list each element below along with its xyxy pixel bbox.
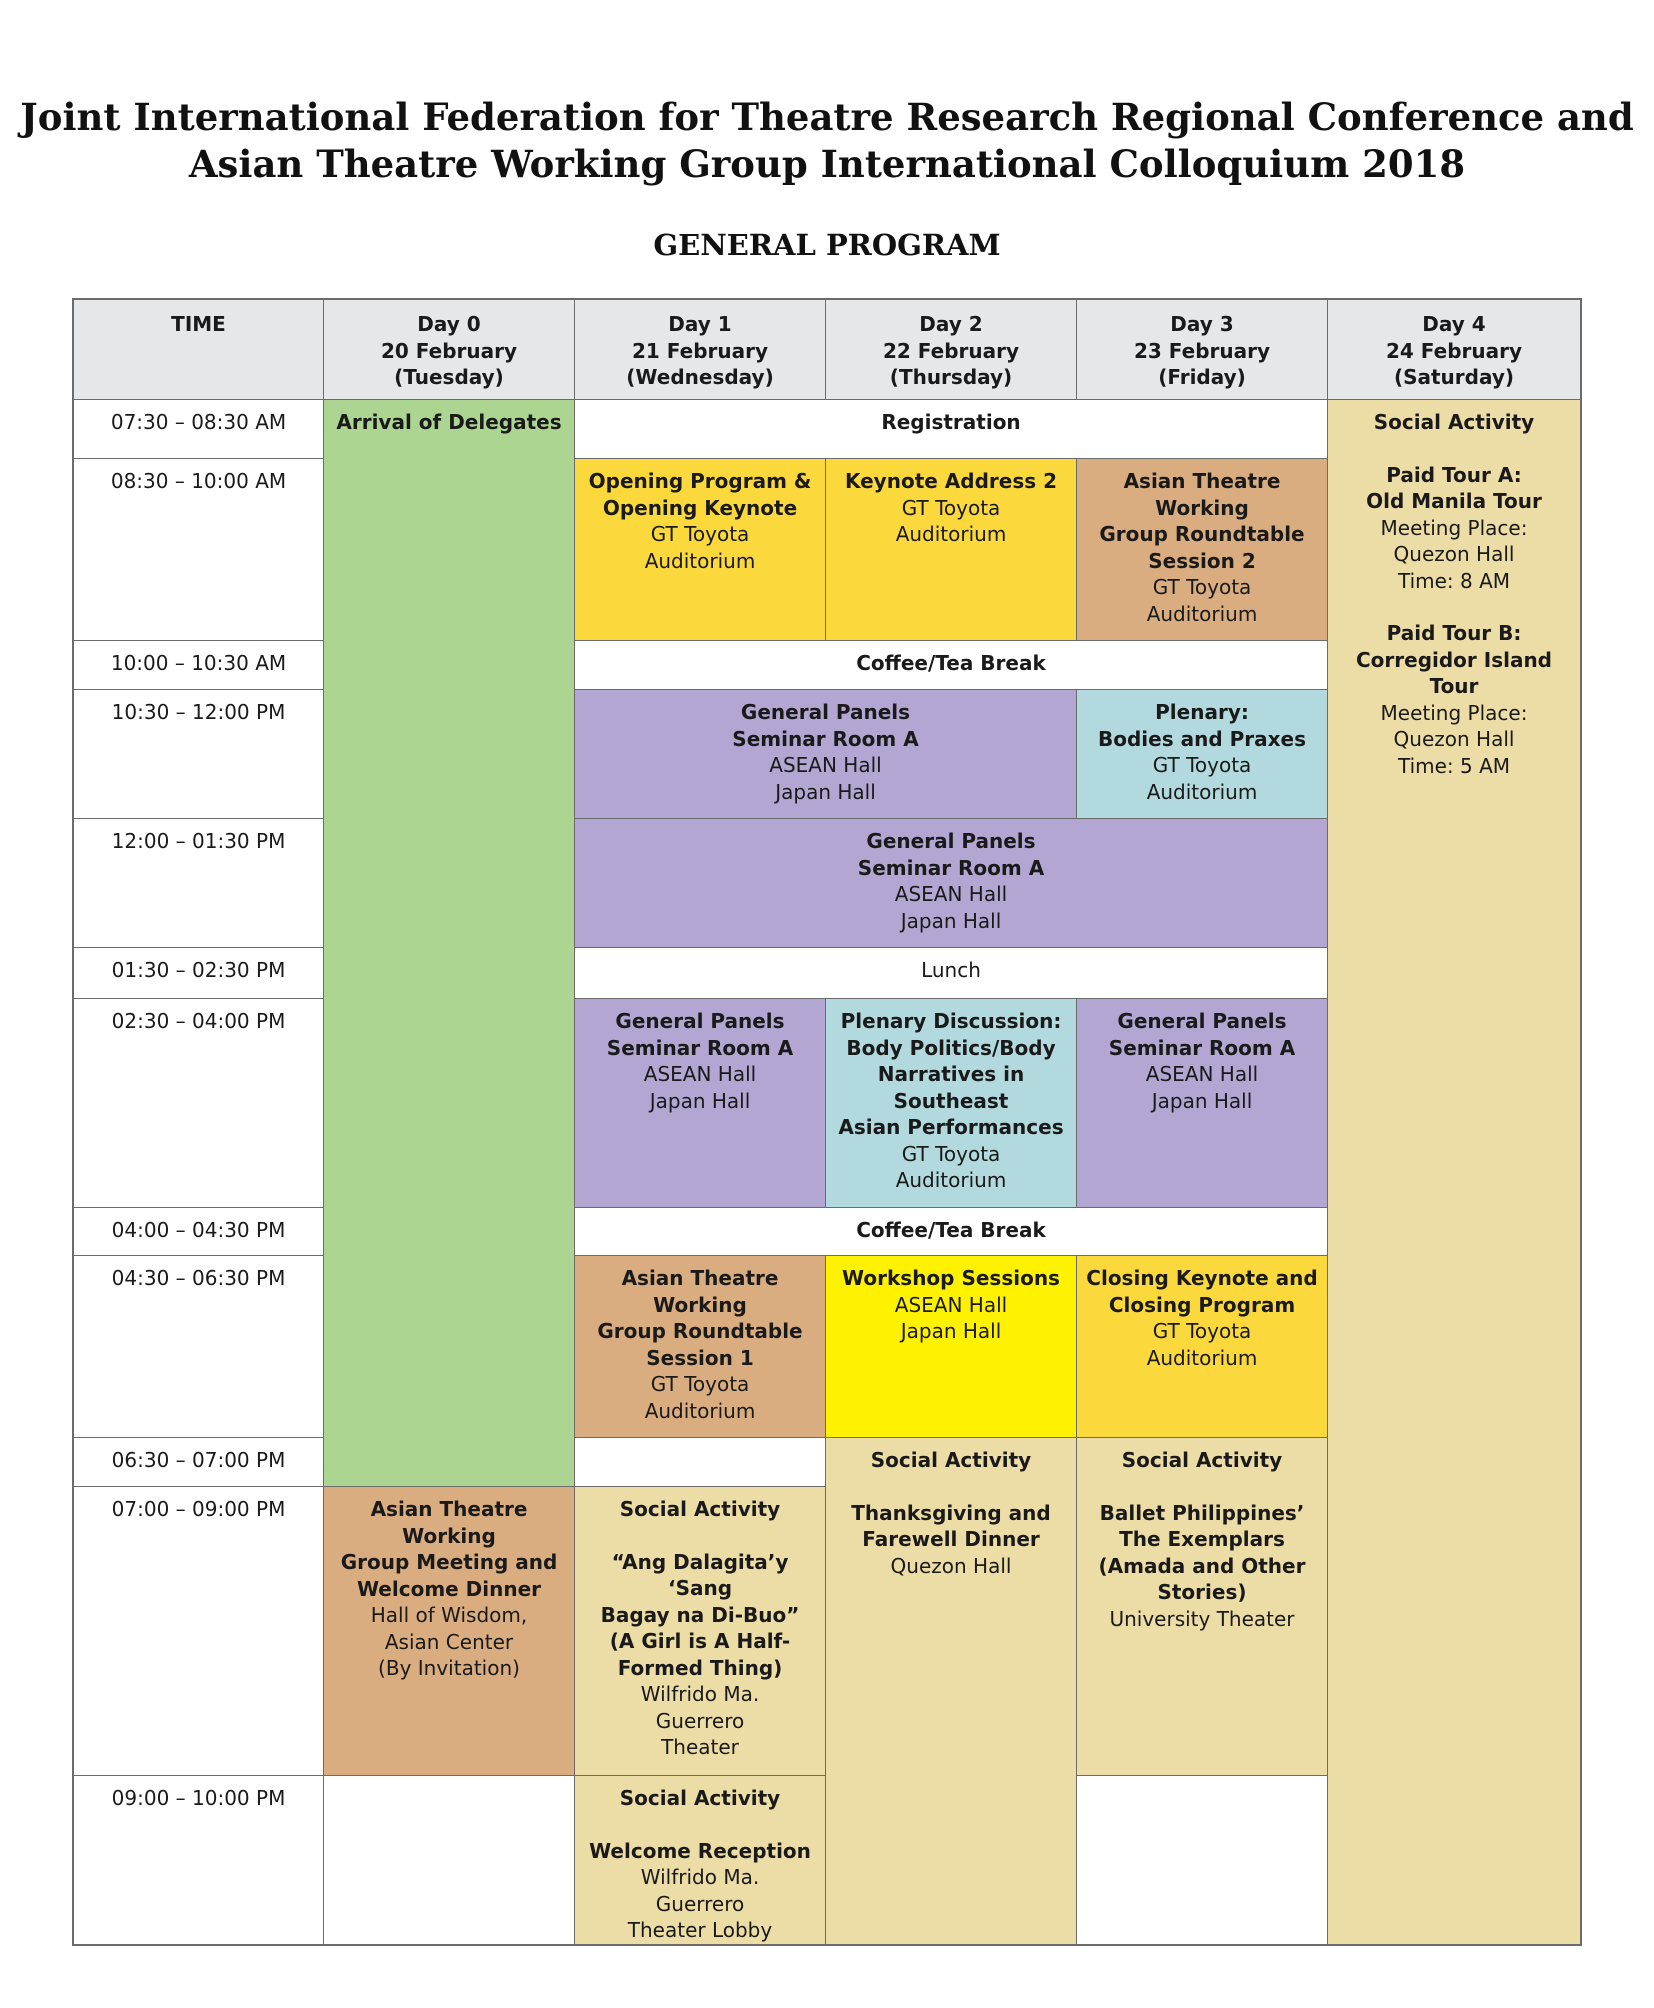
header-time: TIME (74, 300, 324, 400)
event-registration: Registration (575, 400, 1328, 459)
event-general-panels: General Panels Seminar Room A ASEAN Hall Japan Hall (575, 999, 826, 1208)
header-day-4: Day 4 24 February (Saturday) (1328, 300, 1580, 400)
time-slot: 04:30 – 06:30 PM (74, 1256, 324, 1438)
event-ballet-performance: Social Activity Ballet Philippines’ The Exemplars (Amada and Other Stories) University Theater (1077, 1438, 1328, 1776)
event-lunch: Lunch (575, 948, 1328, 999)
title-line-2: Asian Theatre Working Group International Colloquium 2018 (188, 142, 1466, 186)
time-slot: 09:00 – 10:00 PM (74, 1776, 324, 1944)
time-slot: 10:30 – 12:00 PM (74, 690, 324, 819)
event-keynote-address-2: Keynote Address 2 GT Toyota Auditorium (826, 459, 1077, 641)
time-slot: 10:00 – 10:30 AM (74, 641, 324, 690)
time-slot: 08:30 – 10:00 AM (74, 459, 324, 641)
time-slot: 07:30 – 08:30 AM (74, 400, 324, 459)
event-roundtable-session-2: Asian Theatre Working Group Roundtable Session 2 GT Toyota Auditorium (1077, 459, 1328, 641)
empty-cell (1077, 1776, 1328, 1944)
event-welcome-reception: Social Activity Welcome Reception Wilfrido Ma. Guerrero Theater Lobby (575, 1776, 826, 1944)
schedule-table (72, 298, 1582, 1946)
event-arrival-of-delegates: Arrival of Delegates (324, 400, 575, 1487)
header-day-0: Day 0 20 February (Tuesday) (324, 300, 575, 400)
document-title (0, 94, 1654, 188)
time-slot: 12:00 – 01:30 PM (74, 819, 324, 948)
event-plenary-bodies-praxes: Plenary: Bodies and Praxes GT Toyota Auditorium (1077, 690, 1328, 819)
event-coffee-break: Coffee/Tea Break (575, 641, 1328, 690)
header-day-2: Day 2 22 February (Thursday) (826, 300, 1077, 400)
event-social-activity-tours: Social Activity Paid Tour A: Old Manila Tour Meeting Place: Quezon Hall Time: 8 AM Paid Tour B: Corregidor Island Tour Meeting Place: Quezon Hall Time: 5 AM (1328, 400, 1580, 1944)
header-day-1: Day 1 21 February (Wednesday) (575, 300, 826, 400)
event-general-panels: General Panels Seminar Room A ASEAN Hall Japan Hall (575, 690, 1077, 819)
event-plenary-discussion: Plenary Discussion: Body Politics/Body Narratives in Southeast Asian Performances GT Toyota Auditorium (826, 999, 1077, 1208)
time-slot: 04:00 – 04:30 PM (74, 1208, 324, 1256)
title-line-1: Joint International Federation for Theatre Research Regional Conference and (20, 95, 1634, 139)
event-roundtable-session-1: Asian Theatre Working Group Roundtable Session 1 GT Toyota Auditorium (575, 1256, 826, 1438)
event-general-panels: General Panels Seminar Room A ASEAN Hall Japan Hall (575, 819, 1328, 948)
time-slot: 07:00 – 09:00 PM (74, 1487, 324, 1776)
event-workshop-sessions: Workshop Sessions ASEAN Hall Japan Hall (826, 1256, 1077, 1438)
program-heading: GENERAL PROGRAM (653, 228, 1001, 262)
event-welcome-dinner: Asian Theatre Working Group Meeting and Welcome Dinner Hall of Wisdom, Asian Center (By Invitation) (324, 1487, 575, 1776)
event-social-activity-play: Social Activity “Ang Dalagita’y ‘Sang Bagay na Di-Buo” (A Girl is A Half- Formed Thing) Wilfrido Ma. Guerrero Theater (575, 1487, 826, 1776)
event-farewell-dinner: Social Activity Thanksgiving and Farewell Dinner Quezon Hall (826, 1438, 1077, 1944)
time-slot: 06:30 – 07:00 PM (74, 1438, 324, 1487)
empty-cell (324, 1776, 575, 1944)
empty-cell (575, 1438, 826, 1487)
time-slot: 01:30 – 02:30 PM (74, 948, 324, 999)
header-day-3: Day 3 23 February (Friday) (1077, 300, 1328, 400)
event-general-panels: General Panels Seminar Room A ASEAN Hall Japan Hall (1077, 999, 1328, 1208)
event-closing-keynote: Closing Keynote and Closing Program GT Toyota Auditorium (1077, 1256, 1328, 1438)
event-opening-program: Opening Program & Opening Keynote GT Toyota Auditorium (575, 459, 826, 641)
time-slot: 02:30 – 04:00 PM (74, 999, 324, 1208)
event-coffee-break: Coffee/Tea Break (575, 1208, 1328, 1256)
